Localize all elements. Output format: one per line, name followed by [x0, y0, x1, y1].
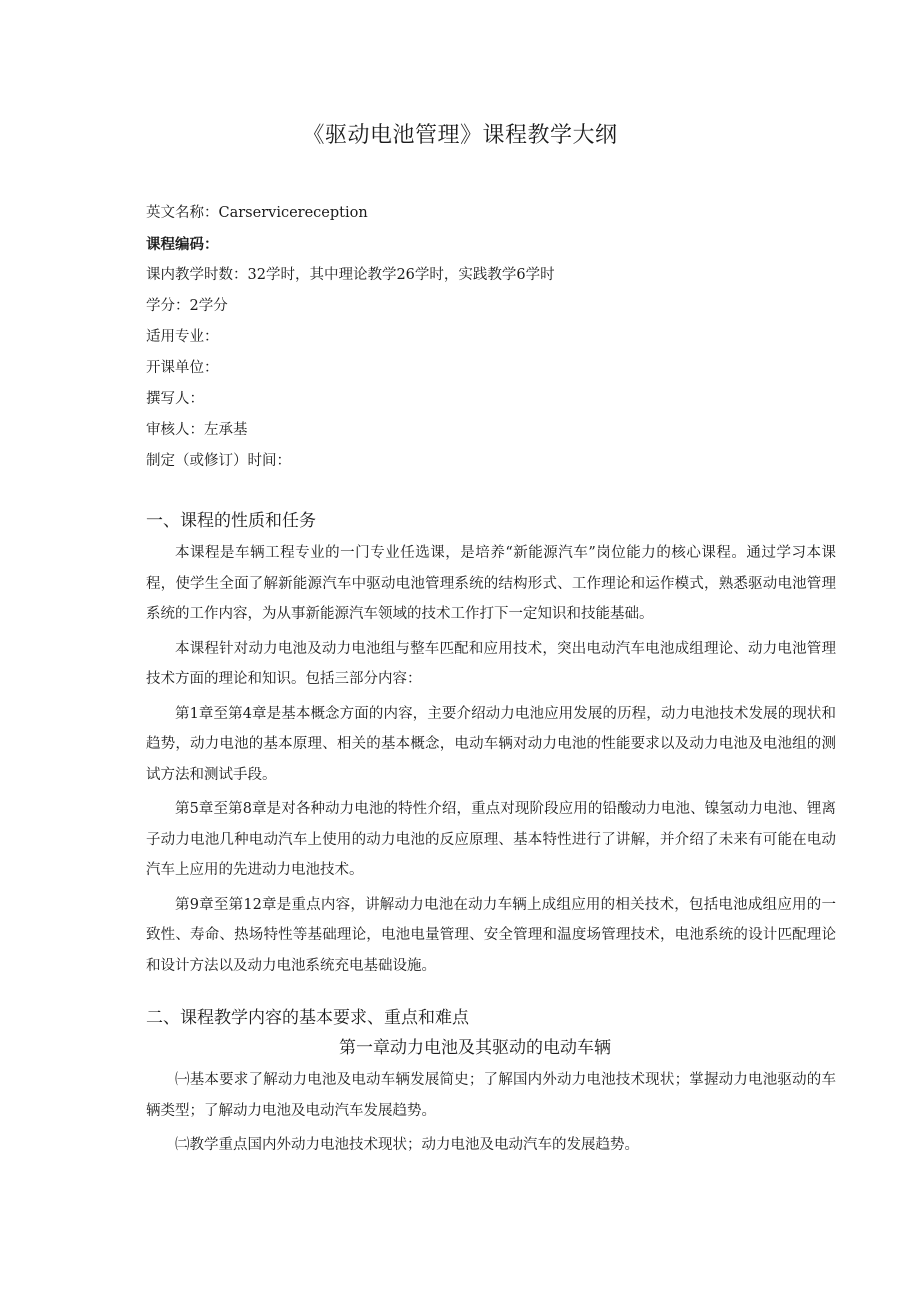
section-1-paragraph: 本课程针对动力电池及动力电池组与整车匹配和应用技术，突出电动汽车电池成组理论、动力电池管理技术方面的理论和知识。包括三部分内容： [146, 640, 836, 687]
section-1-paragraph: 第9章至第12章是重点内容，讲解动力电池在动力车辆上成组应用的相关技术，包括电池成组应用的一致性、寿命、热场特性等基础理论，电池电量管理、安全管理和温度场管理技术，电池系统的设计匹配理论和设计方法以及动力电池系统充电基础设施。 [146, 896, 836, 974]
section-heading-1: 一、课程的性质和任务 [146, 511, 316, 531]
meta-english-name: 英文名称：Carservicereception [146, 205, 368, 221]
chapter-key-points-paragraph: ㈡教学重点国内外动力电池技术现状；动力电池及电动汽车的发展趋势。 [175, 1137, 639, 1153]
document-title: 《驱动电池管理》课程教学大纲 [302, 123, 618, 148]
course-meta-block [146, 198, 846, 477]
meta-credits: 学分：2学分 [146, 298, 228, 314]
section-heading-2: 二、课程教学内容的基本要求、重点和难点 [146, 1008, 469, 1028]
chapter-requirements-paragraph: ㈠基本要求了解动力电池及电动车辆发展简史；了解国内外动力电池技术现状；掌握动力电池驱动的车辆类型；了解动力电池及电动汽车发展趋势。 [146, 1072, 836, 1119]
section-1-paragraph: 第5章至第8章是对各种动力电池的特性介绍，重点对现阶段应用的铅酸动力电池、镍氢动力电池、锂离子动力电池几种电动汽车上使用的动力电池的反应原理、基本特性进行了讲解，并介绍了未来有可能在电动汽车上应用的先进动力电池技术。 [146, 801, 836, 878]
section-1-paragraph: 第1章至第4章是基本概念方面的内容，主要介绍动力电池应用发展的历程，动力电池技术发展的现状和趋势，动力电池的基本原理、相关的基本概念，电动车辆对动力电池的性能要求以及动力电池及电池组的测试方法和测试手段。 [146, 705, 836, 783]
meta-teaching-hours: 课内教学时数：32学时，其中理论教学26学时，实践教学6学时 [146, 267, 555, 283]
meta-offering-unit: 开课单位： [146, 360, 219, 376]
section-1-body [146, 538, 836, 985]
meta-reviewer: 审核人：左承基 [146, 422, 248, 438]
meta-applicable-major: 适用专业： [146, 329, 219, 345]
chapter-title: 第一章动力电池及其驱动的电动车辆 [339, 1038, 611, 1058]
section-2-body [146, 1065, 836, 1165]
meta-revision-time: 制定（或修订）时间： [146, 453, 291, 469]
section-1-paragraph: 本课程是车辆工程专业的一门专业任选课，是培养“新能源汽车”岗位能力的核心课程。通过学习本课程，使学生全面了解新能源汽车中驱动电池管理系统的结构形式、工作理论和运作模式，熟悉驱动电池管理系统的工作内容，为从事新能源汽车领域的技术工作打下一定知识和技能基础。 [146, 545, 836, 622]
meta-course-code: 课程编码： [146, 236, 219, 253]
meta-author: 撰写人： [146, 391, 204, 407]
